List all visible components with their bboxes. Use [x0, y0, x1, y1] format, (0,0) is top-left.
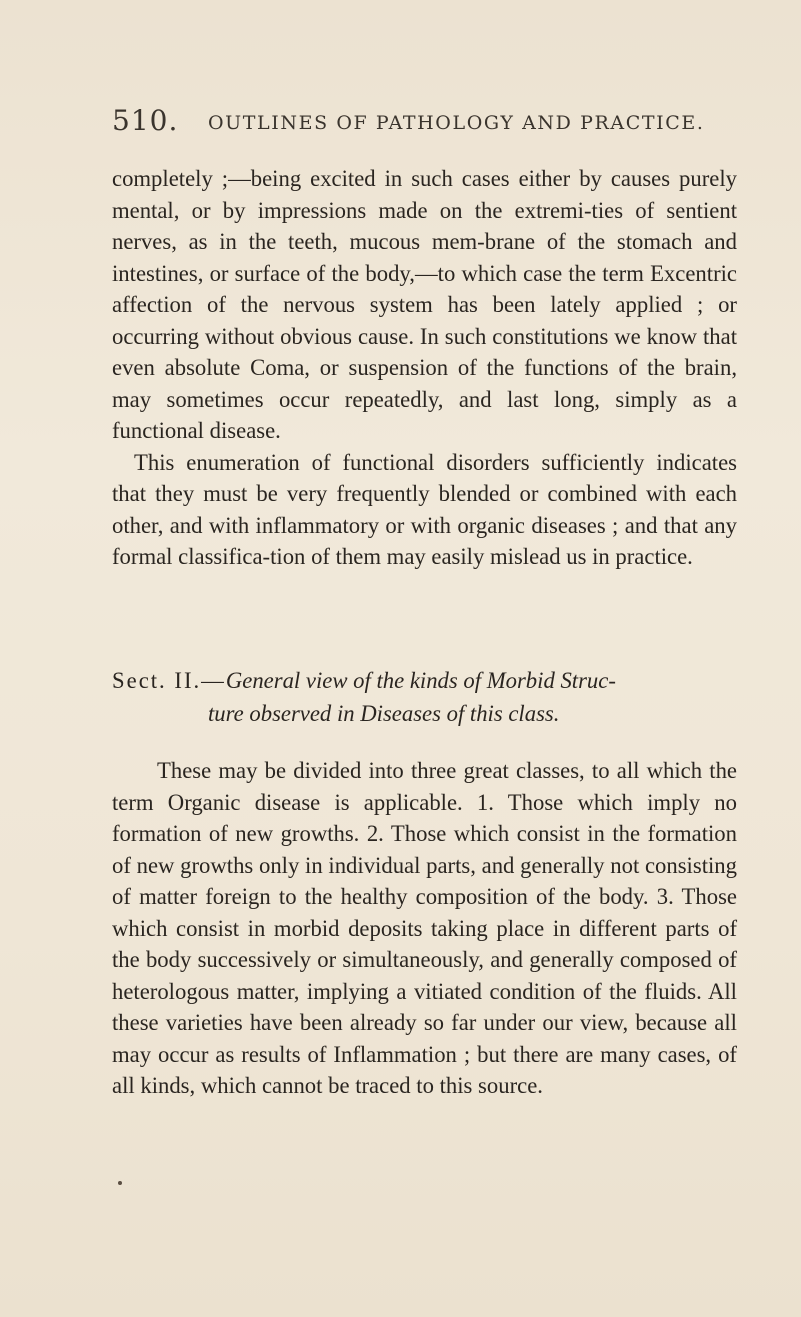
body-text-top [112, 163, 737, 573]
running-title: OUTLINES OF PATHOLOGY AND PRACTICE. [208, 112, 705, 134]
section-title-line2: ture observed in Diseases of this class. [208, 701, 560, 726]
paragraph-organic-classes: These may be divided into three great classes, to all which the term Organic disease is applicable. 1. Those which imply no formation of new growths. 2. Those which consist in the formation of new growths only in individual parts, and generally not consisting of matter foreign to the healthy composition of the body. 3. Those which consist in morbid deposits taking place in different parts of the body successively or simultaneously, and generally composed of heterologous matter, implying a vitiated condition of the fluids. All these varieties have been already so far under our view, because all may occur as results of Inflammation ; but there are many cases, of all kinds, which cannot be traced to this source. [112, 758, 737, 1098]
section-label: Sect. II.— [112, 668, 226, 693]
paragraph-functional-disorders: completely ;—being excited in such cases either by causes purely mental, or by impressions made on the extremi-ties of sentient nerves, as in the teeth, mucous mem-brane of the stomach and intestines, or surface of the body,—to which case the term Excentric affection of the nervous system has been lately applied ; or occurring without obvious cause. In such constitutions we know that even absolute Coma, or suspension of the functions of the brain, may sometimes occur repeatedly, and last long, simply as a functional disease. [112, 166, 737, 443]
body-text-bottom [112, 755, 737, 1102]
paragraph-enumeration: This enumeration of functional disorders sufficiently indicates that they must be very frequently blended or combined with each other, and with inflammatory or with organic diseases ; and that any formal classifica-tion of them may easily mislead us in practice. [112, 449, 737, 569]
section-title-line1: General view of the kinds of Morbid Struc- [225, 668, 616, 693]
paper-speck [118, 1181, 122, 1185]
page-header [112, 104, 752, 137]
page-number: 510. [112, 104, 179, 137]
section-heading [112, 664, 737, 730]
